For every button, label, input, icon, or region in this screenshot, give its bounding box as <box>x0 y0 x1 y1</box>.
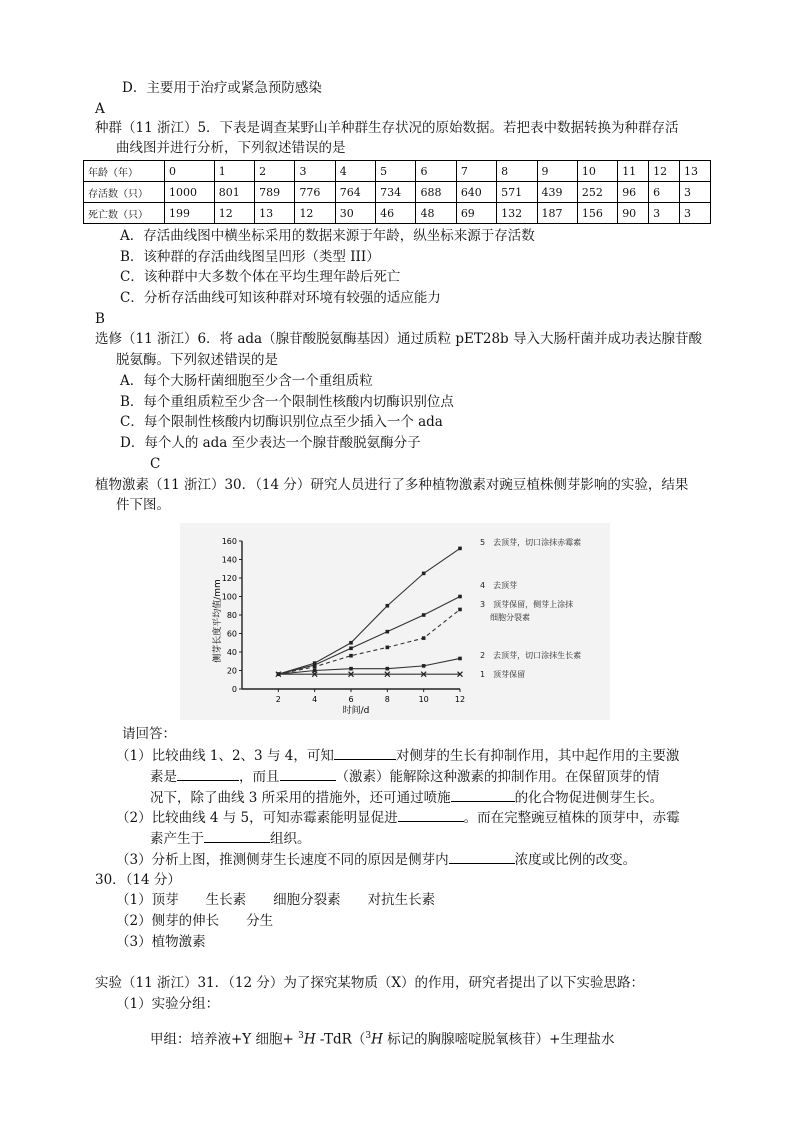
q5-option-c: C．该种群中大多数个体在平均生理年龄后死亡 <box>120 269 401 285</box>
x-tick-label: 8 <box>384 695 390 704</box>
data-point <box>386 667 390 671</box>
series-line-5 <box>278 548 460 674</box>
x-tick-label: 12 <box>454 695 466 704</box>
q6-option-b: B．每个重组质粒至少含一个限制性核酸内切酶识别位点 <box>120 394 454 410</box>
table-cell: 7 <box>456 161 496 182</box>
legend-label-4: 4 去顶芽 <box>480 581 518 590</box>
table-cell: 13 <box>255 203 295 224</box>
q6-stem-line2: 脱氨酶。下列叙述错误的是 <box>116 352 278 368</box>
data-point <box>386 604 390 608</box>
data-point <box>386 630 390 634</box>
answer-blank[interactable] <box>398 808 464 822</box>
table-row <box>84 182 711 203</box>
data-point <box>458 547 462 551</box>
table-cell: 11 <box>618 161 649 182</box>
x-tick-label: 2 <box>275 695 281 704</box>
q6-stem-line1: 选修（11 浙江）6．将 ada（腺苷酸脱氨酶基因）通过质粒 pET28b 导入大肠杆菌并成功表达腺苷酸 <box>95 331 702 347</box>
table-cell: 734 <box>376 182 416 203</box>
table-cell: 5 <box>376 161 416 182</box>
data-point <box>422 572 426 576</box>
q31-group-jia: 甲组：培养液+Y 细胞+ $^3$H -TdR（$^3$H 标记的胸腺嘧啶脱氧核苷）+生理盐水 <box>150 1031 615 1048</box>
answer-blank[interactable] <box>280 767 336 781</box>
table-cell: 12 <box>649 161 680 182</box>
table-cell: 2 <box>255 161 295 182</box>
table-cell: 1000 <box>165 182 215 203</box>
table-cell: 0 <box>165 161 215 182</box>
lateral-bud-growth-chart <box>180 523 610 720</box>
table-cell: 199 <box>165 203 215 224</box>
table-cell: 6 <box>649 182 680 203</box>
answer-blank[interactable] <box>449 850 515 864</box>
table-cell: 3 <box>680 182 711 203</box>
x-tick-label: 4 <box>312 695 318 704</box>
y-axis-label: 侧芽长度平均值/mm <box>213 579 223 663</box>
data-point <box>349 647 353 651</box>
table-cell: 6 <box>416 161 456 182</box>
table-cell: 9 <box>537 161 577 182</box>
chart-svg <box>180 523 610 720</box>
q6-option-a: A．每个大肠杆菌细胞至少含一个重组质粒 <box>120 373 373 389</box>
data-point <box>349 667 353 671</box>
q31-stem: 实验（11 浙江）31．（12 分）为了探究某物质（X）的作用，研究者提出了以下实验思路： <box>95 975 644 991</box>
q30-prompt: 请回答： <box>122 726 176 742</box>
q30-part1-line3: 况下，除了曲线 3 所采用的措施外，还可通过喷施 的化合物促进侧芽生长。 <box>150 790 664 806</box>
q30-stem-line1: 植物激素（11 浙江）30．（14 分）研究人员进行了多种植物激素对豌豆植株侧芽影响的实验，结果 <box>95 477 689 493</box>
table-cell: 3 <box>649 203 680 224</box>
table-cell: 640 <box>456 182 496 203</box>
q5-answer: B <box>95 311 105 327</box>
q5-option-b: B．该种群的存活曲线图呈凹形（类型 III） <box>120 249 380 265</box>
x-tick-label: 6 <box>348 695 354 704</box>
table-cell: 8 <box>497 161 537 182</box>
y-tick-label: 0 <box>231 685 237 694</box>
data-point <box>313 665 317 669</box>
y-tick-label: 140 <box>221 555 237 565</box>
table-cell: 156 <box>577 203 617 224</box>
table-cell: 13 <box>680 161 711 182</box>
table-cell: 252 <box>577 182 617 203</box>
data-point <box>386 646 390 650</box>
answer-blank[interactable] <box>451 788 515 802</box>
table-row <box>84 203 711 224</box>
data-point <box>422 664 426 668</box>
table-cell: 69 <box>456 203 496 224</box>
table-cell: 3 <box>680 203 711 224</box>
data-point <box>422 613 426 617</box>
a30-answer3: （3）植物激素 <box>116 934 206 950</box>
survival-table <box>83 160 711 224</box>
q6-option-c: C．每个限制性核酸内切酶识别位点至少插入一个 ada <box>120 414 443 430</box>
q30-stem-line2: 件下图。 <box>116 497 170 513</box>
q5-option-c2: C．分析存活曲线可知该种群对环境有较强的适应能力 <box>120 290 441 306</box>
x-tick-label: 10 <box>418 695 429 704</box>
data-point <box>458 608 462 612</box>
q5-stem-line1: 种群（11 浙江）5．下表是调查某野山羊种群生存状况的原始数据。若把表中数据转换为种群存活 <box>95 120 679 136</box>
table-cell: 96 <box>618 182 649 203</box>
q30-part2-line1: （2）比较曲线 4 与 5，可知赤霉素能明显促进 。而在完整豌豆植株的顶芽中，赤霉 <box>116 810 680 826</box>
data-point <box>349 641 353 645</box>
a30-answer2: （2）侧芽的伸长 分生 <box>116 913 274 929</box>
data-point <box>458 595 462 599</box>
row-header-cell: 死亡数（只） <box>84 203 165 224</box>
a30-heading: 30．（14 分） <box>95 872 181 888</box>
table-cell: 10 <box>577 161 617 182</box>
q30-part2-line2: 素产生于 组织。 <box>150 831 311 847</box>
y-tick-label: 160 <box>221 537 237 546</box>
q30-part3: （3）分析上图，推测侧芽生长速度不同的原因是侧芽内 浓度或比例的改变。 <box>116 852 637 868</box>
q6-answer: C <box>150 456 161 472</box>
row-header-cell: 年龄（年） <box>84 161 165 182</box>
q4-answer: A <box>95 101 105 117</box>
q30-part1-line2: 素是 ，而且 （激素）能解除这种激素的抑制作用。在保留顶芽的情 <box>150 769 660 785</box>
answer-blank[interactable] <box>177 767 239 781</box>
legend-label-2: 2 去顶芽，切口涂抹生长素 <box>480 651 582 660</box>
legend-label-5: 5 去顶芽，切口涂抹赤霉素 <box>480 538 582 547</box>
q30-part1-line1: （1）比较曲线 1、2、3 与 4，可知 对侧芽的生长有抑制作用，其中起作用的主要激 <box>116 748 680 764</box>
x-axis-label: 时间/d <box>342 706 370 716</box>
table-cell: 12 <box>214 203 254 224</box>
table-cell: 1 <box>214 161 254 182</box>
legend-label-1: 1 顶芽保留 <box>480 670 526 679</box>
y-tick-label: 120 <box>221 574 237 583</box>
table-cell: 30 <box>335 203 375 224</box>
table-cell: 90 <box>618 203 649 224</box>
legend-label-3: 3 顶芽保留，侧芽上涂抹 <box>480 600 574 609</box>
table-cell: 801 <box>214 182 254 203</box>
table-cell: 764 <box>335 182 375 203</box>
q6-option-d: D．每个人的 ada 至少表达一个腺苷酸脱氨酶分子 <box>120 435 421 451</box>
table-row <box>84 161 711 182</box>
table-cell: 48 <box>416 203 456 224</box>
q5-stem-line2: 曲线图并进行分析，下列叙述错误的是 <box>116 140 346 156</box>
y-tick-label: 60 <box>226 629 237 639</box>
table-cell: 132 <box>497 203 537 224</box>
q5-option-a: A．存活曲线图中横坐标采用的数据来源于年龄，纵坐标来源于存活数 <box>120 228 535 244</box>
series-line-4 <box>278 597 460 675</box>
table-cell: 571 <box>497 182 537 203</box>
y-tick-label: 20 <box>226 666 237 676</box>
data-point <box>458 657 462 661</box>
answer-blank[interactable] <box>204 829 270 843</box>
table-cell: 776 <box>295 182 335 203</box>
table-cell: 439 <box>537 182 577 203</box>
data-point <box>313 669 317 673</box>
y-tick-label: 100 <box>221 592 237 602</box>
answer-blank[interactable] <box>334 746 396 760</box>
y-tick-label: 40 <box>226 648 237 657</box>
row-header-cell: 存活数（只） <box>84 182 165 203</box>
a30-answer1: （1）顶芽 生长素 细胞分裂素 对抗生长素 <box>116 892 436 908</box>
legend-label-3b: 细胞分裂素 <box>490 613 530 622</box>
table-cell: 4 <box>335 161 375 182</box>
table-cell: 12 <box>295 203 335 224</box>
table-cell: 46 <box>376 203 416 224</box>
q4-option-d: D．主要用于治疗或紧急预防感染 <box>122 80 322 96</box>
data-point <box>422 636 426 640</box>
y-tick-label: 80 <box>226 611 237 620</box>
table-cell: 688 <box>416 182 456 203</box>
table-cell: 187 <box>537 203 577 224</box>
q31-part1: （1）实验分组： <box>116 996 220 1012</box>
data-point <box>349 654 353 658</box>
table-cell: 3 <box>295 161 335 182</box>
table-cell: 789 <box>255 182 295 203</box>
